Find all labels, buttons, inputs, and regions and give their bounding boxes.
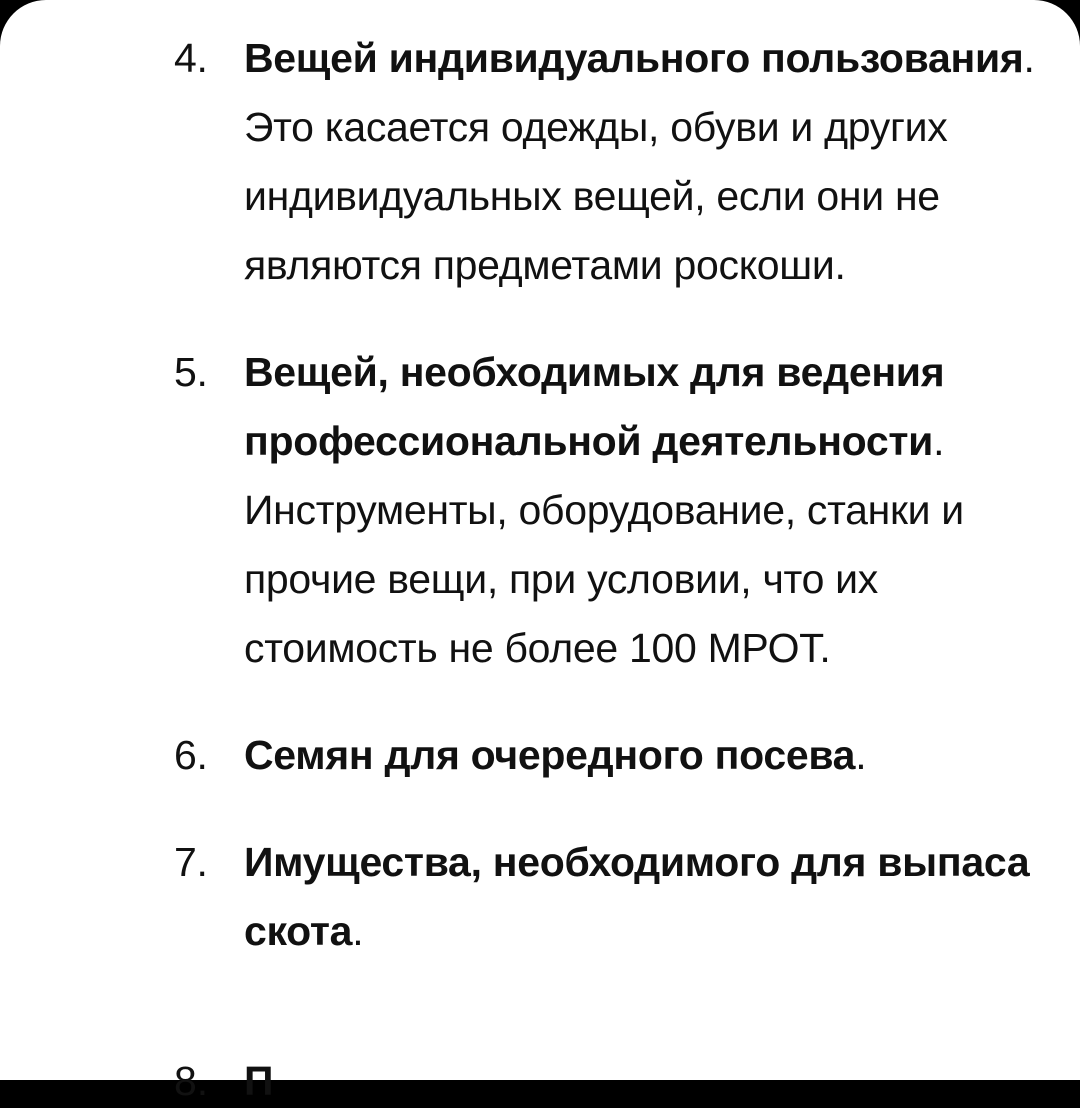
item-description: . [855,732,867,778]
item-number: 7. [174,839,208,885]
list-item [0,721,1080,790]
list-item [0,828,1080,966]
item-title: Вещей, необходимых для ведения профессиональной деятельности [244,349,945,464]
exemptions-list [0,24,1080,1004]
item-description: . Инструменты, оборудование, станки и прочие вещи, при условии, что их стоимость не более 100 МРОТ. [244,418,964,671]
item-title: Имущества, необходимого для выпаса скота [244,839,1030,954]
partial-list-item [0,1048,1080,1108]
item-number: 8. [174,1058,209,1104]
item-number: 4. [174,35,208,81]
item-number: 6. [174,732,208,778]
item-title: Семян для очередного посева [244,732,856,778]
list-item [0,338,1080,683]
item-description: . [352,908,364,954]
item-title: П [244,1058,274,1104]
item-description: . Это касается одежды, обуви и других индивидуальных вещей, если они не являются предметами роскоши. [244,35,1035,288]
item-title: Вещей индивидуального пользования [244,35,1024,81]
item-number: 5. [174,349,208,395]
list-item [0,24,1080,300]
